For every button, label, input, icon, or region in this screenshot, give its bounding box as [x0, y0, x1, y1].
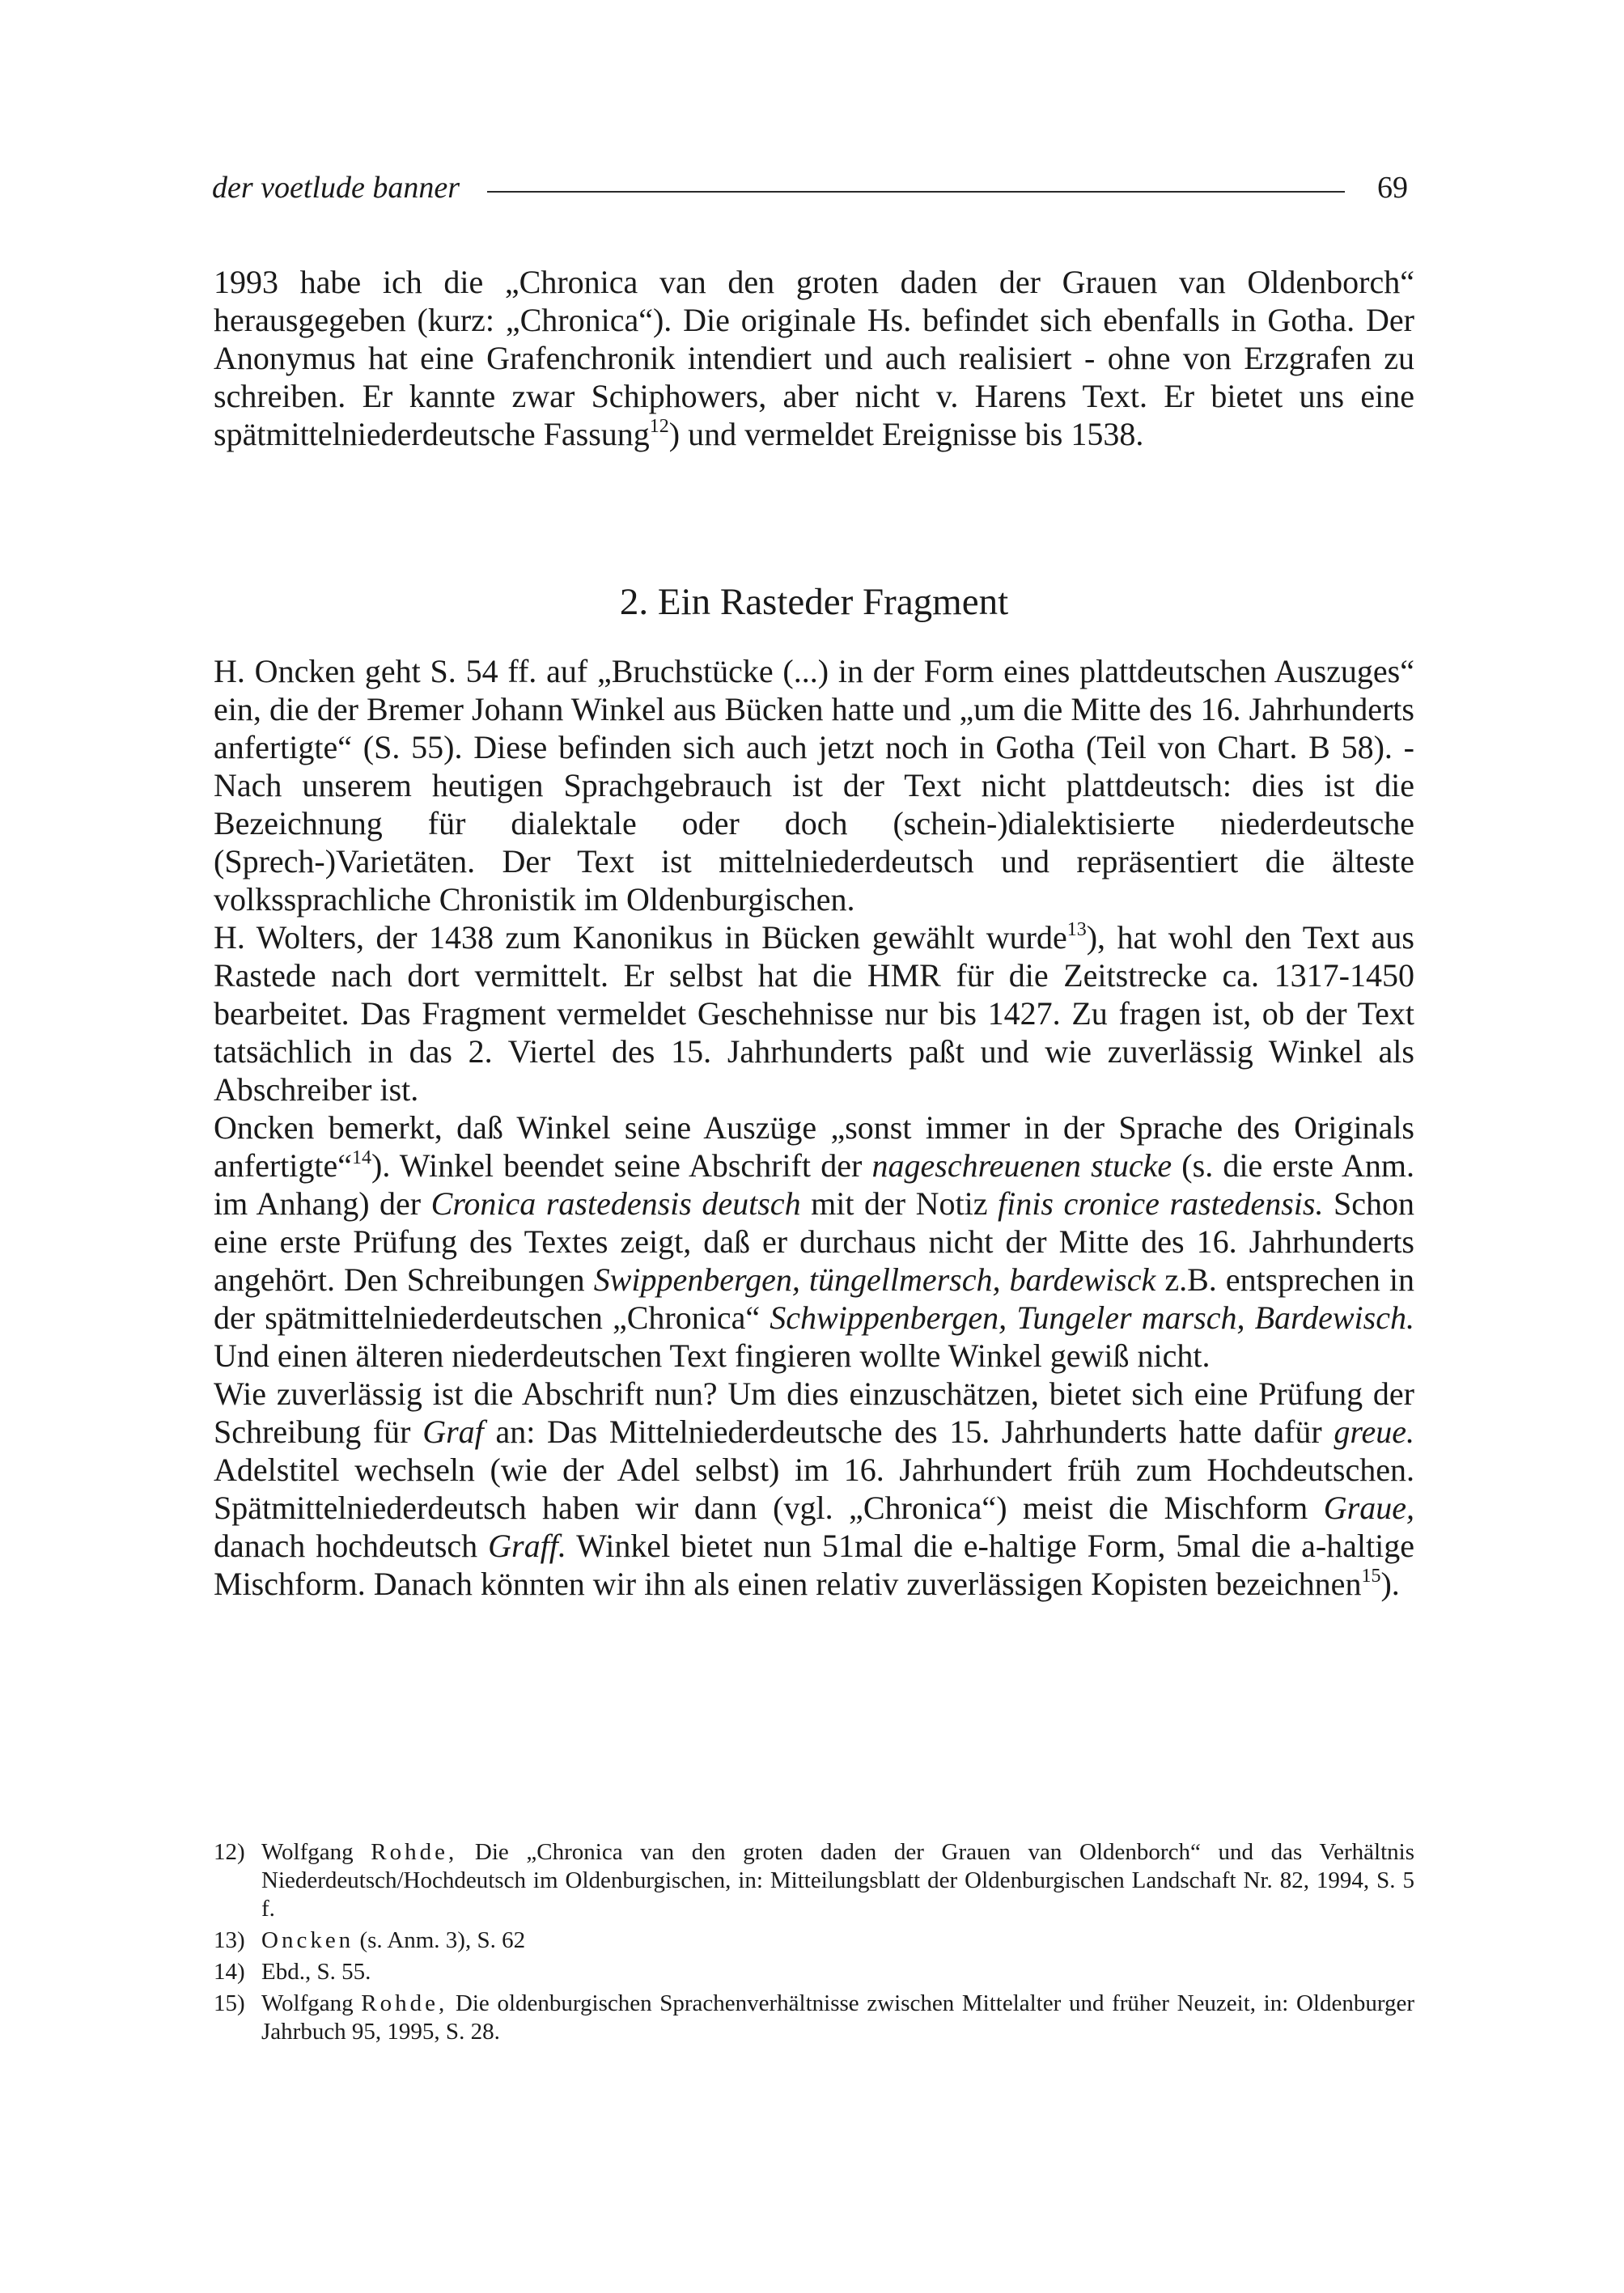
footnote-15 [214, 1990, 1414, 2046]
body-section-2 [214, 652, 1414, 1603]
italic-term: Schwippenbergen, Tungeler marsch, Bardewisch. [770, 1299, 1414, 1336]
footnote-ref: 13 [1066, 919, 1087, 940]
footnote-text: Wolfgang [261, 1990, 362, 2016]
text-run: Winkel bietet nun 51mal die e-haltige Form, 5mal die a-haltige Mischform. Danach könnten wir ihn als einen relativ zuverlässigen Kopisten bezeichnen [214, 1528, 1414, 1602]
text-run: ). Winkel beendet seine Abschrift der [371, 1147, 872, 1184]
footnote-number: 13) [214, 1927, 245, 1953]
italic-term: Graf [422, 1414, 484, 1450]
footnote-13 [214, 1926, 1414, 1955]
text-run: Wie zuverlässig ist die Abschrift nun? Um dies einzuschätzen, bietet sich eine Prüfung der Schreibung für [214, 1375, 1414, 1450]
paragraph-winkel [214, 1108, 1414, 1375]
footnote-number: 14) [214, 1959, 245, 1985]
running-title: der voetlude banner [212, 171, 460, 205]
text-run: an: Das Mittelniederdeutsche des 15. Jahrhunderts hatte dafür [483, 1414, 1334, 1450]
text-run: danach hochdeutsch [214, 1528, 489, 1564]
italic-term: Swippenbergen, tüngellmersch, bardewisck [593, 1261, 1156, 1298]
paragraph-wolters [214, 918, 1414, 1108]
footnote-text: Die oldenburgischen Sprachenverhältnisse zwischen Mittelalter und früher Neuzeit, in: Oldenburger Jahrbuch 95, 1995, S. 28. [261, 1990, 1414, 2045]
text-run: mit der Notiz [800, 1185, 999, 1222]
footnote-text: Die „Chronica van den groten daden der Grauen van Oldenborch“ und das Verhältnis Niederdeutsch/Hochdeutsch im Oldenburgischen, in: Mitteilungsblatt der Oldenburgischen Landschaft Nr. 82, 1994, S. 5 f. [261, 1839, 1414, 1922]
italic-term: finis cronice rastedensis. [998, 1185, 1324, 1222]
footnote-author: Oncken [261, 1927, 354, 1953]
footnote-ref: 15 [1361, 1566, 1381, 1587]
paragraph-graf [214, 1375, 1414, 1603]
text-run: H. Wolters, der 1438 zum Kanonikus in Bücken gewählt wurde [214, 919, 1067, 956]
italic-term: Cronica rastedensis deutsch [430, 1185, 801, 1222]
paragraph-intro [214, 263, 1414, 453]
paragraph-oncken [214, 652, 1414, 918]
italic-term: nageschreuenen stucke [871, 1147, 1172, 1184]
footnote-text: (s. Anm. 3), S. 62 [354, 1927, 526, 1953]
body-intro [214, 263, 1414, 453]
italic-term: Graue, [1323, 1490, 1414, 1526]
section-heading: 2. Ein Rasteder Fragment [619, 581, 1009, 623]
text-run: 1993 habe ich die „Chronica van den groten daden der Grauen van Oldenborch“ herausgegeben (kurz: „Chronica“). Die originale Hs. befindet sich ebenfalls in Gotha. Der Anonymus hat eine Grafenchronik intendiert und auch realisiert - ohne von Erzgrafen zu schreiben. Er kannte zwar Schiphowers, aber nicht v. Harens Text. Er bietet uns eine spätmittelniederdeutsche Fassung [214, 264, 1414, 452]
footnote-text: Wolfgang [261, 1839, 371, 1865]
running-header [212, 167, 1408, 209]
header-rule [487, 191, 1345, 193]
footnote-number: 12) [214, 1839, 245, 1865]
page-number: 69 [1377, 171, 1408, 205]
footnote-ref: 12 [649, 416, 669, 437]
text-run: Und einen älteren niederdeutschen Text fingieren wollte Winkel gewiß nicht. [214, 1337, 1211, 1374]
text-run: H. Oncken geht S. 54 ff. auf „Bruchstücke (...) in der Form eines plattdeutschen Auszuges“ ein, die der Bremer Johann Winkel aus Bücken hatte und „um die Mitte des 16. Jahrhunderts anfertigte“ (S. 55). Diese befinden sich auch jetzt noch in Gotha (Teil von Chart. B 58). - Nach unserem heutigen Sprachgebrauch ist der Text nicht plattdeutsch: dies ist die Bezeichnung für dialektale oder doch (schein-)dialektisierte niederdeutsche (Sprech-)Varietäten. Der Text ist mittelniederdeutsch und repräsentiert die älteste volkssprachliche Chronistik im Oldenburgischen. [214, 653, 1414, 918]
text-run: (s. die erste Anm. im Anhang) der [214, 1147, 1415, 1222]
footnote-number: 15) [214, 1990, 245, 2016]
footnote-text: Ebd., S. 55. [261, 1959, 371, 1985]
footnote-author: Rohde, [371, 1839, 458, 1865]
footnotes [214, 1838, 1414, 2049]
footnote-12 [214, 1838, 1414, 1923]
text-run: Schon eine erste Prüfung des Textes zeigt, daß er durchaus nicht der Mitte des 16. Jahrhunderts angehört. Den Schreibungen [214, 1185, 1415, 1298]
text-run: Oncken bemerkt, daß Winkel seine Auszüge „sonst immer in der Sprache des Originals anfertigte“ [214, 1109, 1414, 1184]
italic-term: greue. [1334, 1414, 1415, 1450]
text-run: ) und vermeldet Ereignisse bis 1538. [668, 416, 1144, 452]
italic-term: Graff. [488, 1528, 566, 1564]
footnote-14 [214, 1958, 1414, 1986]
text-run: ), hat wohl den Text aus Rastede nach dort vermittelt. Er selbst hat die HMR für die Zeitstrecke ca. 1317-1450 bearbeitet. Das Fragment vermeldet Geschehnisse nur bis 1427. Zu fragen ist, ob der Text tatsächlich in das 2. Viertel des 15. Jahrhunderts paßt und wie zuverlässig Winkel als Abschreiber ist. [214, 919, 1415, 1108]
footnote-author: Rohde, [361, 1990, 448, 2016]
text-run: Adelstitel wechseln (wie der Adel selbst) im 16. Jahrhundert früh zum Hochdeutschen. Spätmittelniederdeutsch haben wir dann (vgl. „Chronica“) meist die Mischform [214, 1452, 1414, 1526]
text-run: z.B. entsprechen in der spätmittelniederdeutschen „Chronica“ [214, 1261, 1414, 1336]
footnote-ref: 14 [352, 1147, 371, 1168]
text-run: ). [1380, 1566, 1400, 1602]
